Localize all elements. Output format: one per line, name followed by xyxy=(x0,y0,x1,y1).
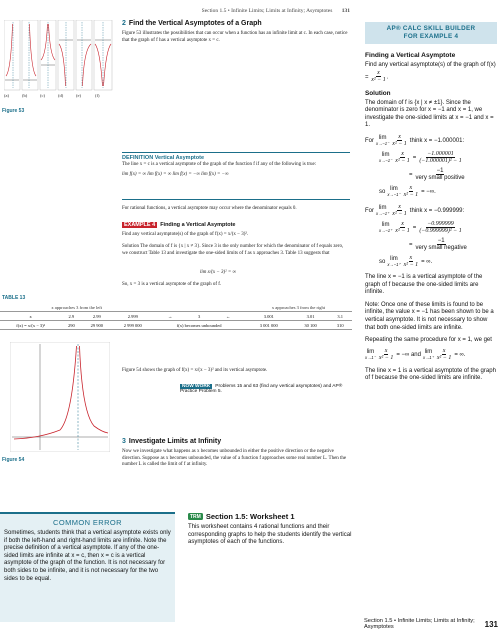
lim-sub: x→1⁻ xyxy=(365,354,376,360)
case-2-sub xyxy=(418,221,462,235)
table-cell: 290 xyxy=(61,321,81,330)
page-footer xyxy=(364,618,498,630)
lim-1 xyxy=(376,135,389,147)
den-2: (−0.999999)² − 1 xyxy=(419,228,462,235)
lim-2 xyxy=(376,205,389,217)
graph-caption-b: (b) xyxy=(22,93,28,98)
case-2-fraction-c xyxy=(403,255,420,269)
running-head-page: 131 xyxy=(341,8,350,14)
case-2-fraction-b xyxy=(394,221,411,235)
common-error-text: Sometimes, students think that a vertical asymptote exists only if both the left-hand and right-hand limits are infinite. Note the precise definition of a vertical asymptote. If any of the one-sided limits are infinite at x = c, then x = c is a vertical asymptote of the graph of the function. It is not necessary for both sides to be infinite, and it is not necessary for the two sides to be equal. xyxy=(4,530,171,582)
skill-builder-sidebar xyxy=(365,22,497,383)
res-den-1: very small positive xyxy=(415,175,465,182)
lim-word: lim xyxy=(424,348,433,355)
trm-badge: TRM xyxy=(190,513,201,520)
table-cell: f(x) becomes unbounded xyxy=(153,321,244,330)
example-4-task: Find any vertical asymptote(s) of the graph of f(x) = x/(x − 3)². xyxy=(122,232,249,237)
worksheet-box xyxy=(188,512,353,547)
case-1-header xyxy=(365,134,497,148)
common-error-title: COMMON ERROR xyxy=(53,518,122,527)
table-cell: f(x) = x/(x − 3)² xyxy=(0,321,61,330)
graph-caption-e: (e) xyxy=(76,93,81,98)
section-2-heading xyxy=(122,20,262,27)
table-13-grid xyxy=(0,303,352,330)
example-4-heading xyxy=(122,222,235,228)
lim-word: lim xyxy=(366,348,375,355)
frac-den: x² − 1 xyxy=(403,262,419,269)
graph-b xyxy=(22,20,38,90)
res-den-2: very small negative xyxy=(415,245,467,252)
think-1: think x = −1.000001: xyxy=(409,137,465,144)
table-cell: 3 xyxy=(187,312,212,321)
section-3-heading xyxy=(122,438,221,445)
lim-sub: x→−1⁻ xyxy=(376,140,390,146)
graph-caption-a: (a) xyxy=(4,93,9,98)
conclusion-2: The line x = 1 is a vertical asymptote of the graph of f because the one-sided limits are infinite. xyxy=(365,367,496,382)
frac-num: x xyxy=(401,150,404,157)
case-1-fraction xyxy=(391,134,408,148)
case-1-fraction-c xyxy=(403,185,420,199)
lim-word: lim xyxy=(390,185,398,192)
res-num-2: −1 xyxy=(437,237,445,244)
table-cell: ← xyxy=(211,312,244,321)
frac-num: x xyxy=(384,347,388,354)
section-3-number: 3 xyxy=(122,438,126,445)
domain-text: The domain of f is {x | x ≠ ±1}. Since the denominator is zero for x = −1 and x = 1, we investigate the one-sided limits at x = −1 and x = 1. xyxy=(365,99,494,129)
lim-word: lim xyxy=(378,134,387,141)
graph-d xyxy=(58,20,74,90)
frac-num: x xyxy=(398,133,401,140)
lim-sub: x→−1⁺ xyxy=(376,210,390,216)
table-cell: 3 001 000 xyxy=(245,321,293,330)
section-3-text: Now we investigate what happens as x becomes unbounded in either the positive direction or the negative direction. Suppose as x becomes unbounded, the value of a function f approaches some real number L. Then the number L is called the limit of f at infinity. xyxy=(122,449,347,467)
repeat-text: Repeating the same procedure for x = 1, we get xyxy=(365,337,492,344)
case-2-header xyxy=(365,204,497,218)
table-13-header-gap xyxy=(153,303,244,312)
lim-word: lim xyxy=(381,221,390,228)
res-num-1: −1 xyxy=(436,167,444,174)
section-2-intro: Figure 53 illustrates the possibilities that can occur when a function has an infinite limit at c. In each case, notice that the graph of f has a vertical asymptote x = c. xyxy=(122,31,348,43)
footer-page-number: 131 xyxy=(484,619,498,629)
case-1-result xyxy=(365,168,497,182)
solution-label: Solution xyxy=(365,89,391,97)
lim-2b xyxy=(379,222,392,234)
worksheet-heading xyxy=(188,512,353,521)
table-cell: 2.9 xyxy=(61,312,81,321)
lim-2c xyxy=(387,256,400,268)
table-cell: 3.01 xyxy=(293,312,329,321)
worksheet-title: Section 1.5: Worksheet 1 xyxy=(205,512,295,521)
table-cell: → xyxy=(153,312,186,321)
common-error-box xyxy=(0,512,175,622)
conclusion-1: The line x = −1 is a vertical asymptote of the graph of f because the one-sided limits are infinite. xyxy=(365,273,483,296)
lim-1b xyxy=(379,152,392,164)
frac-den: x² − 1 xyxy=(392,211,407,218)
frac-den: x² − 1 xyxy=(371,77,386,84)
lim-sub: x→1⁺ xyxy=(422,354,434,360)
frac-num: x xyxy=(377,69,380,76)
table-cell: x xyxy=(0,312,61,321)
table-13-x-row xyxy=(0,312,352,321)
task-text: Find any vertical asymptote(s) of the graph of f(x) = xyxy=(365,62,496,81)
now-work-tag: NOW WORK xyxy=(182,384,211,389)
case-1-sub xyxy=(418,151,462,165)
table-13-f-row xyxy=(0,321,352,330)
for-1: For xyxy=(365,137,374,144)
skill-builder-banner xyxy=(365,22,497,44)
so-2-result: = ∞. xyxy=(421,258,433,265)
table-13-header-row xyxy=(0,303,352,312)
so-2: so xyxy=(379,258,386,265)
table-cell: 3.1 xyxy=(328,312,352,321)
case-2-fraction xyxy=(391,204,408,218)
lim-word: lim xyxy=(390,255,398,262)
lim-sub: x→−1⁺ xyxy=(379,227,393,233)
skill-builder-task: Find any vertical asymptote(s) of the graph of f(x) = $\frac{x}{\text{x² − 1}}$ . xyxy=(365,62,496,84)
example-4-conclusion: So, x = 3 is a vertical asymptote of the graph of f. xyxy=(122,282,222,287)
running-head xyxy=(150,8,350,14)
task-fraction xyxy=(370,70,387,84)
repeat-result-1: = −∞ and xyxy=(396,351,421,358)
lim-3 xyxy=(365,349,376,361)
section-2-number: 2 xyxy=(122,20,126,27)
example-4-solution: Solution The domain of f is {x | x ≠ 3}. Since 3 is the only number for which the denominator of f equals zero, we construct Table 13 and investigate the one-sided limits of f as x approaches 3. Table 13 suggests that xyxy=(122,244,344,256)
section-2-title: Find the Vertical Asymptotes of a Graph xyxy=(128,20,262,27)
table-cell: 2.999 xyxy=(112,312,153,321)
graph-e xyxy=(76,20,92,90)
repeat-fraction-1 xyxy=(378,348,395,362)
frac-num: x xyxy=(398,203,401,210)
repeat-fraction-2 xyxy=(436,348,453,362)
graph-caption-f: (f) xyxy=(95,93,100,98)
lim-4 xyxy=(423,349,434,361)
case-2-result-frac xyxy=(415,238,468,252)
graph-f xyxy=(94,20,112,90)
graph-c xyxy=(40,20,56,90)
case-2-eval xyxy=(365,221,497,235)
graph-a xyxy=(4,20,20,90)
equals: = xyxy=(412,224,417,231)
rational-note: For rational functions, a vertical asymptote may occur where the denominator equals 0. xyxy=(122,206,297,211)
frac-den: x² − 1 xyxy=(395,158,410,165)
repeat-result-2: = ∞. xyxy=(454,351,466,358)
equals: = xyxy=(409,171,413,178)
repeat-limits xyxy=(365,348,497,362)
for-2: For xyxy=(365,207,374,214)
table-13-right-header: x approaches 3 from the right xyxy=(271,304,325,310)
lim-sub: x→−1⁻ xyxy=(387,191,401,197)
frac-den: x² − 1 xyxy=(378,355,394,362)
lim-sub: x→−1⁻ xyxy=(379,157,393,163)
example-4-limit: lim x/(x − 3)² = ∞ xyxy=(200,270,237,275)
worksheet-text: This worksheet contains 4 rational functions and their corresponding graphs to help the students identify the vertical asymptotes of each of the functions. xyxy=(188,524,352,546)
table-13-left-header: x approaches 3 from the left xyxy=(51,304,102,310)
case-1-so xyxy=(365,185,497,199)
think-2: think x = −0.999999: xyxy=(409,207,465,214)
frac-den: x² − 1 xyxy=(403,192,419,199)
graph-caption-c: (c) xyxy=(40,93,45,98)
frac-num: x xyxy=(409,254,413,261)
lim-1c xyxy=(387,186,400,198)
equals: = xyxy=(412,154,417,161)
equals: = xyxy=(409,241,413,248)
case-2-so xyxy=(365,255,497,269)
lim-sub: x→−1⁺ xyxy=(387,261,401,267)
table-cell: 2.99 xyxy=(81,312,112,321)
definition-box xyxy=(122,152,350,200)
running-head-text: Section 1.5 • Infinite Limits; Limits at Infinity; Asymptotes xyxy=(201,8,333,14)
figure-53-label: Figure 53 xyxy=(2,108,25,114)
definition-text: The line x = c is a vertical asymptote of the graph of the function f if any of the following is true: xyxy=(122,162,317,167)
table-cell: 310 xyxy=(328,321,352,330)
table-cell: 3.001 xyxy=(245,312,293,321)
num-1: −1.000001 xyxy=(427,150,454,157)
frac-num: x xyxy=(409,184,413,191)
definition-title: DEFINITION Vertical Asymptote xyxy=(122,155,205,161)
section-3-title: Investigate Limits at Infinity xyxy=(128,438,222,445)
now-work xyxy=(180,384,350,394)
case-1-eval xyxy=(365,151,497,165)
figure-54-label: Figure 54 xyxy=(2,457,25,463)
lim-word: lim xyxy=(381,151,390,158)
so-1: so xyxy=(379,188,386,195)
footer-text: Section 1.5 • Infinite Limits; Limits at Infinity; Asymptotes xyxy=(364,618,475,630)
figure-54-graph xyxy=(10,342,110,452)
graph-caption-d: (d) xyxy=(58,93,64,98)
table-cell: 30 100 xyxy=(293,321,329,330)
skill-builder-subtitle: Finding a Vertical Asymptote xyxy=(365,52,456,59)
note-text: Note: Once one of these limits is found to be infinite, the value x = −1 has been shown to be a vertical asymptote. It is not necessary to show that both one-sided limits are infinite. xyxy=(365,301,494,331)
table-cell: 2 999 000 xyxy=(112,321,153,330)
case-1-result-frac xyxy=(415,168,466,182)
banner-line-2: FOR EXAMPLE 4 xyxy=(403,33,459,40)
figure-54-text: Figure 54 shows the graph of f(x) = x/(x − 3)² and its vertical asymptote. xyxy=(122,368,268,373)
frac-den: x² − 1 xyxy=(392,141,407,148)
example-4-tag: EXAMPLE 4 xyxy=(124,222,156,228)
frac-num: x xyxy=(401,220,404,227)
frac-den: x² − 1 xyxy=(436,355,452,362)
case-2-result xyxy=(365,238,497,252)
so-1-result: = −∞. xyxy=(421,188,436,195)
num-2: −0.999999 xyxy=(427,220,454,227)
table-13-label: TABLE 13 xyxy=(2,295,26,301)
frac-den: x² − 1 xyxy=(395,228,410,235)
definition-limits: lim f(x) = ∞ lim f(x) = ∞ lim f(x) = −∞ lim f(x) = −∞ xyxy=(122,171,229,177)
case-1-fraction-b xyxy=(394,151,411,165)
lim-word: lim xyxy=(378,204,387,211)
den-1: (−1.000001)² − 1 xyxy=(419,158,462,165)
table-13 xyxy=(0,295,355,330)
table-cell: 29 900 xyxy=(81,321,112,330)
now-work-text: Problems 15 and 63 (find any vertical asymptotes) and AP® Practice Problem 5. xyxy=(180,384,343,394)
frac-num: x xyxy=(442,347,446,354)
banner-line-1: AP® CALC SKILL BUILDER xyxy=(386,25,476,32)
example-4-title: Finding a Vertical Asymptote xyxy=(160,222,236,228)
